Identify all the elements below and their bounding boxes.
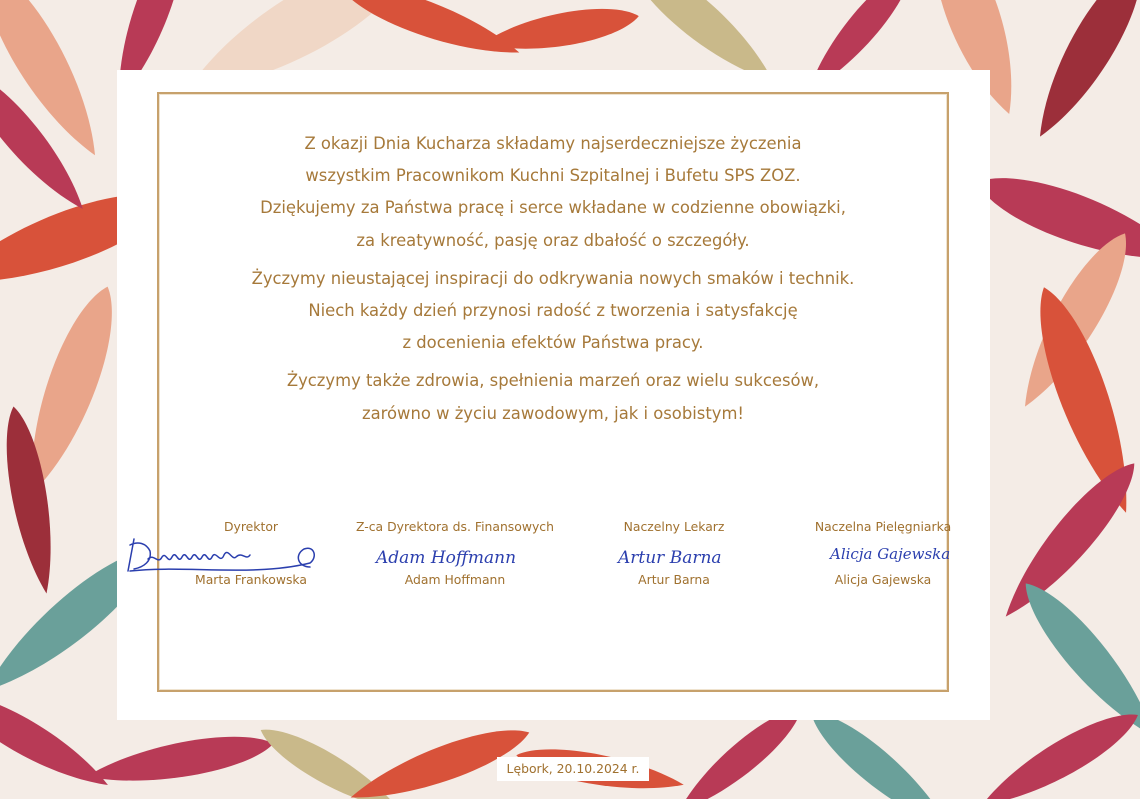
message-line: zarówno w życiu zawodowym, jak i osobistym! bbox=[362, 403, 744, 423]
message-line: z docenienia efektów Państwa pracy. bbox=[402, 333, 704, 353]
signer-name: Marta Frankowska bbox=[195, 572, 307, 587]
signer-name: Adam Hoffmann bbox=[404, 572, 506, 587]
message-line: Z okazji Dnia Kucharza składamy najserdeczniejsze życzenia bbox=[304, 134, 802, 153]
signer-role: Z-ca Dyrektora ds. Finansowych bbox=[356, 519, 554, 534]
handwritten-signature bbox=[614, 535, 754, 575]
signature-block-director bbox=[136, 519, 366, 593]
greeting-message bbox=[157, 128, 949, 436]
message-paragraph bbox=[157, 365, 949, 429]
handwritten-signature bbox=[826, 533, 976, 573]
message-paragraph bbox=[157, 263, 949, 360]
svg-text:Alicja Gajewska: Alicja Gajewska bbox=[830, 545, 951, 563]
signature-block-chief-nurse bbox=[768, 519, 998, 593]
signer-role: Naczelny Lekarz bbox=[623, 519, 725, 534]
place-date-label: Lębork, 20.10.2024 r. bbox=[497, 757, 649, 781]
message-line: wszystkim Pracownikom Kuchni Szpitalnej i Bufetu SPS ZOZ. bbox=[305, 166, 801, 186]
signer-name: Artur Barna bbox=[638, 572, 710, 587]
message-line: Życzymy także zdrowia, spełnienia marzeń oraz wielu sukcesów, bbox=[286, 371, 820, 391]
message-line: Życzymy nieustającej inspiracji do odkrywania nowych smaków i technik. bbox=[251, 268, 855, 288]
svg-text:Adam Hoffmann: Adam Hoffmann bbox=[376, 548, 517, 568]
handwritten-signature bbox=[124, 531, 324, 577]
message-line: za kreatywność, pasję oraz dbałość o szczegóły. bbox=[356, 230, 750, 250]
message-paragraph bbox=[157, 128, 949, 257]
handwritten-signature bbox=[370, 535, 550, 575]
signature-block-deputy-finance bbox=[340, 519, 570, 593]
signer-role: Dyrektor bbox=[223, 519, 279, 534]
svg-text:Artur Barna: Artur Barna bbox=[618, 548, 722, 568]
greeting-card bbox=[117, 70, 990, 720]
message-line: Niech każdy dzień przynosi radość z tworzenia i satysfakcję bbox=[308, 301, 798, 321]
signer-role: Naczelna Pielęgniarka bbox=[814, 519, 952, 534]
signer-name: Alicja Gajewska bbox=[834, 572, 932, 587]
signature-block-chief-physician bbox=[559, 519, 789, 593]
message-line: Dziękujemy za Państwa pracę i serce wkładane w codzienne obowiązki, bbox=[260, 198, 846, 218]
